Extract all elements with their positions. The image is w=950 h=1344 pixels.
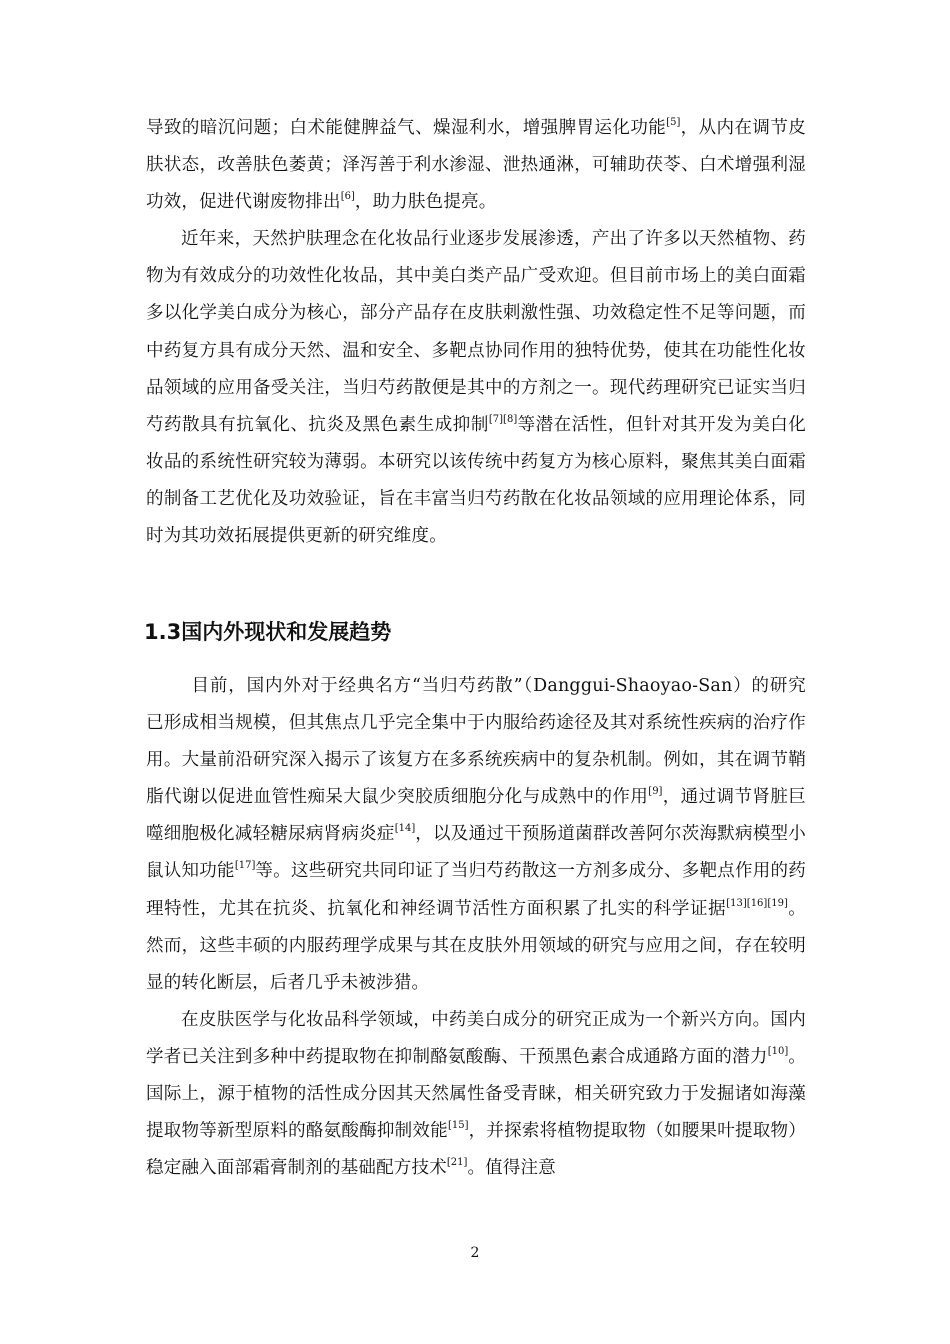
paragraph-international-status: 在皮肤医学与化妆品科学领域，中药美白成分的研究正成为一个新兴方向。国内学者已关注到多种中药提取物在抑制酪氨酸酶、干预黑色素合成通路方面的潜力[10]。国际上，源于植物的活性成分因其天然属性备受青睐，相关研究致力于发掘诸如海藻提取物等新型原料的酪氨酸酶抑制效能[15]，并探索将植物提取物（如腰果叶提取物）稳定融入面部霜膏制剂的基础配方技术[21]。值得注意 bbox=[146, 1009, 806, 1179]
citation-ref: [5] bbox=[666, 117, 681, 128]
citation-ref: [9] bbox=[648, 786, 663, 798]
citation-ref: [14] bbox=[394, 823, 416, 835]
paragraph-background: 近年来，天然护肤理念在化妆品行业逐步发展渗透，产出了许多以天然植物、药物为有效成分的功效性化妆品，其中美白类产品广受欢迎。但目前市场上的美白面霜多以化学美白成分为核心，部分产品存在皮肤刺激性强、功效稳定性不足等问题，而中药复方具有成分天然、温和安全、多靶点协同作用的独特优势，使其在功能性化妆品领域的应用备受关注，当归芍药散便是其中的方剂之一。现代药理研究已证实当归芍药散具有抗氧化、抗炎及黑色素生成抑制[7][8]等潜在活性，但针对其开发为美白化妆品的系统性研究较为薄弱。本研究以该传统中药复方为核心原料，聚焦其美白面霜的制备工艺优化及功效验证，旨在丰富当归芍药散在化妆品领域的应用理论体系，同时为其功效拓展提供更新的研究维度。 bbox=[146, 229, 806, 547]
page-number: 2 bbox=[470, 1245, 480, 1261]
citation-ref: [10] bbox=[767, 1045, 789, 1057]
citation-ref: [6] bbox=[340, 191, 355, 203]
citation-ref: [21] bbox=[446, 1157, 468, 1169]
paragraph-continuation: 导致的暗沉问题；白术能健脾益气、燥湿利水，增强脾胃运化功能[5]，从内在调节皮肤状态，改善肤色萎黄；泽泻善于利水渗湿、泄热通淋，可辅助茯苓、白术增强利湿功效，促进代谢废物排出[6]，助力肤色提亮。 bbox=[146, 117, 806, 213]
body-text-block-1 bbox=[146, 110, 806, 555]
body-text-block-2 bbox=[146, 668, 806, 1187]
citation-ref: [15] bbox=[447, 1120, 469, 1132]
citation-ref: [13][16][19] bbox=[726, 897, 788, 909]
section-heading: 1.3国内外现状和发展趋势 bbox=[144, 620, 392, 644]
paragraph-domestic-status: 目前，国内外对于经典名方“当归芍药散”（Danggui-Shaoyao-San）的研究已形成相当规模，但其焦点几乎完全集中于内服给药途径及其对系统性疾病的治疗作用。大量前沿研究深入揭示了该复方在多系统疾病中的复杂机制。例如，其在调节鞘脂代谢以促进血管性痴呆大鼠少突胶质细胞分化与成熟中的作用[9]，通过调节肾脏巨噬细胞极化减轻糖尿病肾病炎症[14]，以及通过干预肠道菌群改善阿尔茨海默病模型小鼠认知功能[17]等。这些研究共同印证了当归芍药散这一方剂多成分、多靶点作用的药理特性，尤其在抗炎、抗氧化和神经调节活性方面积累了扎实的科学证据[13][16][19]。然而，这些丰硕的内服药理学成果与其在皮肤外用领域的研究与应用之间，存在较明显的转化断层，后者几乎未被涉猎。 bbox=[146, 676, 807, 993]
citation-ref: [7][8] bbox=[488, 413, 518, 425]
citation-ref: [17] bbox=[234, 860, 256, 872]
